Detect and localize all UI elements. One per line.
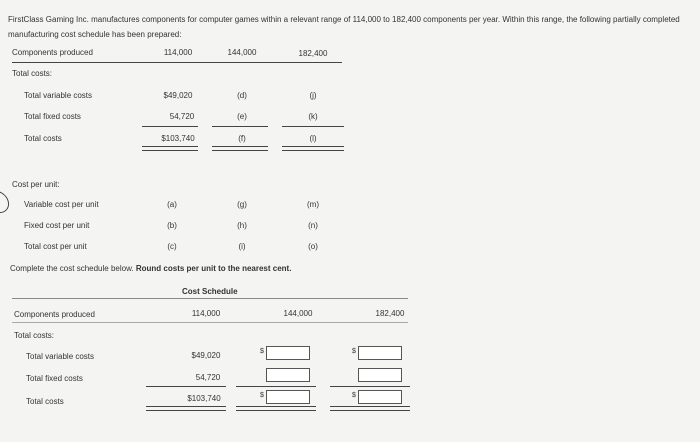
cost-per-unit-label: Cost per unit: bbox=[12, 180, 60, 189]
given-unit-cell: (i) bbox=[238, 242, 246, 251]
given-col-2: 144,000 bbox=[227, 48, 257, 57]
given-unit-row-label: Total cost per unit bbox=[24, 242, 87, 251]
given-cell: (d) bbox=[237, 91, 247, 100]
given-row-label: Total fixed costs bbox=[24, 112, 81, 121]
dollar-sign: $ bbox=[352, 348, 356, 355]
answer-input-j[interactable] bbox=[358, 346, 402, 360]
instruction-bold: Round costs per unit to the nearest cent. bbox=[135, 264, 292, 273]
given-cell: (k) bbox=[308, 112, 318, 121]
schedule-col-3: 182,400 bbox=[375, 309, 405, 318]
schedule-row-label: Total variable costs bbox=[26, 352, 95, 361]
given-cell: (f) bbox=[238, 134, 246, 143]
given-unit-cell: (b) bbox=[167, 221, 177, 230]
answer-input-e[interactable] bbox=[266, 368, 310, 382]
given-components-label: Components produced bbox=[12, 48, 93, 57]
given-cell: $49,020 bbox=[163, 91, 193, 100]
given-unit-cell: (a) bbox=[167, 200, 177, 209]
total-double-rule bbox=[146, 406, 226, 411]
schedule-row-label: Total costs bbox=[26, 397, 64, 406]
given-unit-cell: (g) bbox=[237, 200, 247, 209]
total-double-rule bbox=[142, 146, 198, 151]
schedule-col-1: 114,000 bbox=[191, 309, 221, 318]
dollar-sign: $ bbox=[260, 392, 264, 399]
schedule-title: Cost Schedule bbox=[182, 287, 238, 296]
given-row-label: Total costs bbox=[24, 134, 62, 143]
given-cell: (l) bbox=[309, 134, 317, 143]
answer-input-d[interactable] bbox=[266, 346, 310, 360]
total-double-rule bbox=[236, 406, 316, 411]
given-unit-cell: (c) bbox=[167, 242, 177, 251]
given-unit-cell: (m) bbox=[307, 200, 319, 209]
page-edge-arc bbox=[0, 186, 14, 217]
given-col-3: 182,400 bbox=[298, 49, 328, 58]
schedule-total-costs-label: Total costs: bbox=[14, 331, 55, 340]
given-cell: 54,720 bbox=[169, 112, 195, 121]
dollar-sign: $ bbox=[352, 392, 356, 399]
schedule-header-rule bbox=[12, 322, 408, 323]
given-unit-cell: (h) bbox=[237, 221, 247, 230]
given-unit-row-label: Fixed cost per unit bbox=[24, 221, 90, 230]
given-cell: (j) bbox=[309, 91, 317, 100]
given-total-costs-label: Total costs: bbox=[12, 69, 53, 78]
schedule-cell: $103,740 bbox=[187, 394, 221, 403]
sum-rule bbox=[212, 126, 268, 127]
instruction-normal: Complete the cost schedule below. bbox=[10, 264, 136, 273]
given-unit-cell: (n) bbox=[308, 221, 318, 230]
total-double-rule bbox=[330, 406, 410, 411]
given-cell: (e) bbox=[237, 112, 247, 121]
sum-rule bbox=[282, 126, 344, 127]
given-cell: $103,740 bbox=[161, 134, 195, 143]
sum-rule bbox=[146, 386, 226, 387]
given-row-label: Total variable costs bbox=[24, 91, 93, 100]
answer-input-l[interactable] bbox=[358, 390, 402, 404]
instruction-text bbox=[10, 264, 291, 273]
sum-rule bbox=[142, 126, 198, 127]
sum-rule bbox=[236, 386, 316, 387]
answer-input-f[interactable] bbox=[266, 390, 310, 404]
problem-intro: FirstClass Gaming Inc. manufactures components for computer games within a relevant range of 114,000 to 182,400 components per year. Within this range, the following partially completed manufacturing cost schedule has been prepared: bbox=[8, 15, 680, 39]
total-double-rule bbox=[282, 146, 344, 151]
schedule-components-label: Components produced bbox=[14, 310, 95, 319]
schedule-top-rule bbox=[12, 298, 408, 299]
sum-rule bbox=[330, 386, 410, 387]
given-col-1: 114,000 bbox=[163, 48, 193, 57]
given-header-rule bbox=[12, 62, 342, 63]
schedule-col-2: 144,000 bbox=[283, 309, 313, 318]
given-unit-cell: (o) bbox=[308, 242, 318, 251]
given-unit-row-label: Variable cost per unit bbox=[24, 200, 99, 209]
dollar-sign: $ bbox=[260, 348, 264, 355]
schedule-row-label: Total fixed costs bbox=[26, 374, 83, 383]
schedule-cell: $49,020 bbox=[191, 351, 221, 360]
schedule-cell: 54,720 bbox=[195, 373, 221, 382]
answer-input-k[interactable] bbox=[358, 368, 402, 382]
total-double-rule bbox=[212, 146, 268, 151]
